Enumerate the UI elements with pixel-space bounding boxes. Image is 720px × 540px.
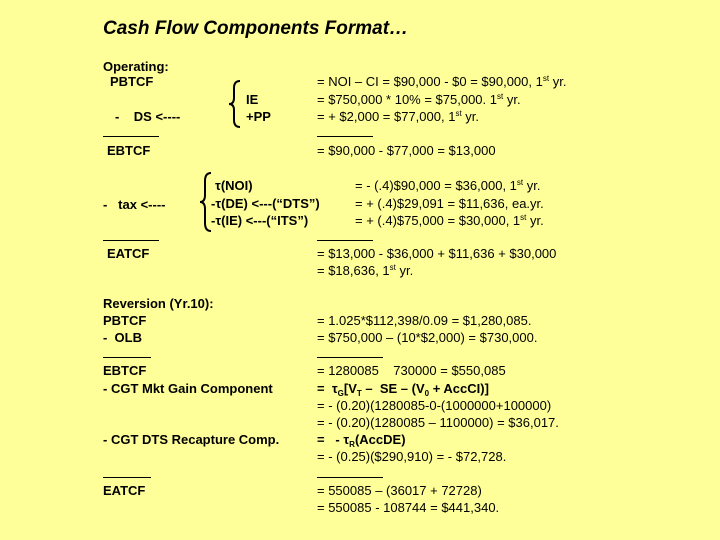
ds-label: - DS <---- <box>115 109 181 124</box>
pp-label: +PP <box>246 109 271 124</box>
cgt-dts-formula: = - $\tau_R(AccDE)$ <box>317 432 406 449</box>
cgt-mkt-value-line1: = - (0.20)(1280085-0-(1000000+100000) <box>317 398 552 413</box>
cgt-dts-value: = - (0.25)($290,910) = - $72,728. <box>317 449 507 464</box>
divider <box>317 477 383 478</box>
olb-label: - OLB <box>103 330 142 345</box>
pbtcf-value: = NOI – CI = $90,000 - $0 = $90,000, 1st yr. <box>317 74 567 89</box>
eatcf-value-line1: = $13,000 - $36,000 + $11,636 + $30,000 <box>317 246 557 261</box>
divider <box>103 240 159 241</box>
ie-value: = $750,000 * 10% = $75,000. 1st yr. <box>317 92 521 107</box>
ebtcf-value: = $90,000 - $77,000 = $13,000 <box>317 143 496 158</box>
divider <box>317 357 383 358</box>
ie-label: IE <box>246 92 259 107</box>
ebtcf-label: EBTCF <box>107 143 151 158</box>
cgt-mkt-formula: = $\tau_G[V_T$ – SE – ($V_0$ + AccCI)] <box>317 381 489 398</box>
cgt-dts-label: - CGT DTS Recapture Comp. <box>103 432 280 447</box>
tax-de-value: = + (.4)$29,091 = $11,636, ea.yr. <box>355 196 544 211</box>
cgt-mkt-label: - CGT Mkt Gain Component <box>103 381 273 396</box>
divider <box>103 477 151 478</box>
eatcf-label: EATCF <box>107 246 150 261</box>
cgt-mkt-value-line2: = - (0.20)(1280085 – 1100000) = $36,017. <box>317 415 559 430</box>
tax-noi-value: = - (.4)$90,000 = $36,000, 1st yr. <box>355 178 541 193</box>
pp-value: = + $2,000 = $77,000, 1st yr. <box>317 109 480 124</box>
tax-de-label: -τ(DE) <---(“DTS”) <box>211 196 320 211</box>
left-brace-icon <box>228 80 242 128</box>
slide-title: Cash Flow Components Format… <box>103 18 409 39</box>
operating-heading: Operating: <box>103 59 169 74</box>
tax-ie-label: -τ(IE) <---(“ITS”) <box>211 213 309 228</box>
rev-eatcf-label: EATCF <box>103 483 146 498</box>
rev-ebtcf-value: = 1280085 730000 = $550,085 <box>317 363 506 378</box>
divider <box>103 136 159 137</box>
eatcf-value-line2: = $18,636, 1st yr. <box>317 263 414 278</box>
pbtcf-label: PBTCF <box>110 74 154 89</box>
rev-pbtcf-value: = 1.025*$112,398/0.09 = $1,280,085. <box>317 313 532 328</box>
divider <box>317 136 373 137</box>
divider <box>317 240 373 241</box>
olb-value: = $750,000 – (10*$2,000) = $730,000. <box>317 330 538 345</box>
rev-eatcf-value-line2: = 550085 - 108744 = $441,340. <box>317 500 500 515</box>
rev-pbtcf-label: PBTCF <box>103 313 147 328</box>
tax-ie-value: = + (.4)$75,000 = $30,000, 1st yr. <box>355 213 544 228</box>
rev-eatcf-value-line1: = 550085 – (36017 + 72728) <box>317 483 482 498</box>
reversion-heading: Reversion (Yr.10): <box>103 296 214 311</box>
divider <box>103 357 151 358</box>
tax-label: - tax <---- <box>103 197 166 212</box>
rev-ebtcf-label: EBTCF <box>103 363 147 378</box>
tax-noi-label: τ(NOI) <box>215 178 253 193</box>
